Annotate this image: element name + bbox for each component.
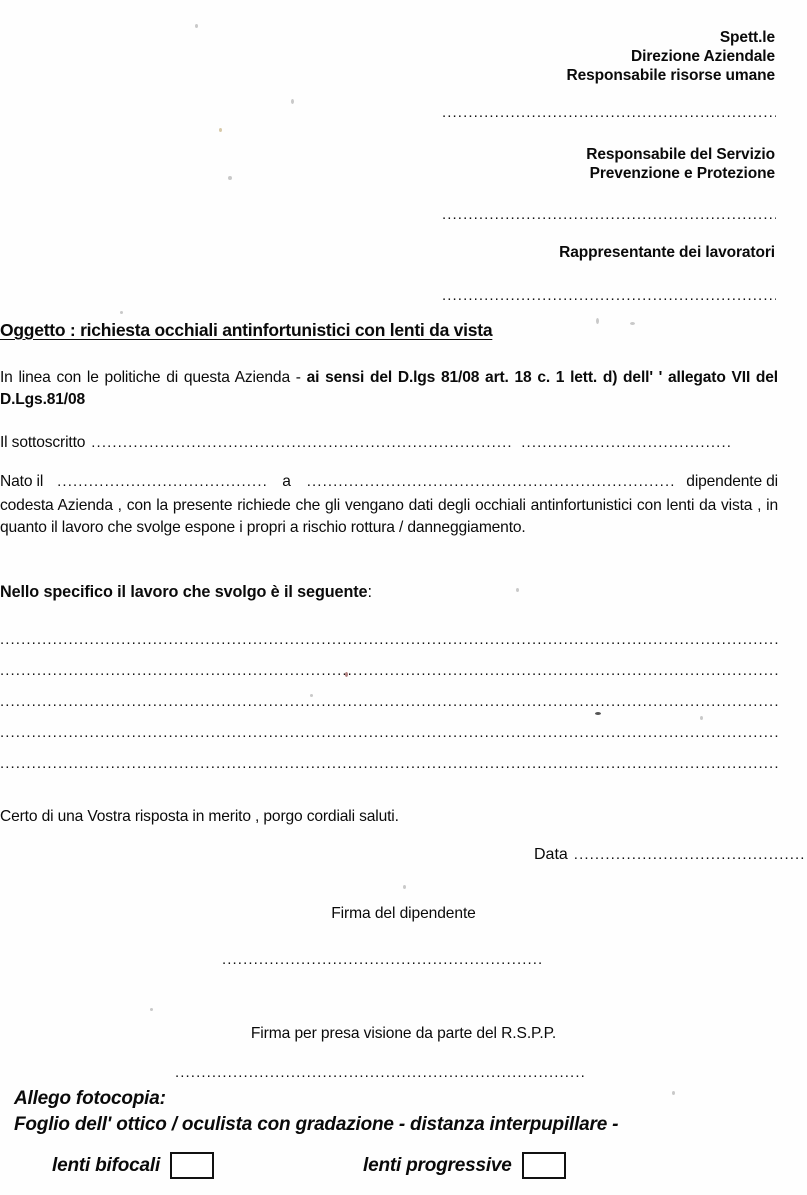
scan-speckle bbox=[150, 1008, 153, 1011]
lens-option-bifocali[interactable] bbox=[52, 1152, 214, 1179]
employee-signature-label: Firma del dipendente bbox=[331, 905, 476, 922]
job-description-line-3[interactable] bbox=[0, 694, 778, 708]
lens-option-progressive[interactable] bbox=[363, 1152, 566, 1179]
recipient-line-spettle: Spett.le bbox=[719, 29, 775, 46]
scan-speckle bbox=[700, 716, 703, 720]
scan-speckle bbox=[672, 1091, 675, 1095]
closing-paragraph: Certo di una Vostra risposta in merito , porgo cordiali saluti. bbox=[0, 808, 399, 825]
field-label-nato: Nato il bbox=[0, 473, 44, 490]
employee-signature-line[interactable] bbox=[222, 952, 544, 966]
lens-progressive-label: lenti progressive bbox=[363, 1154, 512, 1176]
scan-speckle bbox=[596, 318, 599, 324]
dotted-leader bbox=[442, 207, 776, 222]
job-description-line-5[interactable] bbox=[0, 756, 778, 770]
lens-options-row bbox=[0, 1150, 807, 1190]
job-description-line-1[interactable] bbox=[0, 632, 778, 646]
recipient-signature-line-3 bbox=[442, 288, 776, 302]
field-label-a: a bbox=[282, 473, 291, 490]
subject-heading: Oggetto : richiesta occhiali antinfortunistici con lenti da vista bbox=[0, 320, 493, 340]
scan-speckle bbox=[120, 311, 123, 314]
lens-progressive-checkbox[interactable] bbox=[522, 1152, 566, 1179]
dotted-leader bbox=[0, 632, 778, 647]
field-nato bbox=[0, 473, 778, 491]
recipient-signature-line-1 bbox=[442, 105, 776, 119]
dotted-leader bbox=[222, 952, 544, 967]
nato-date-input-line[interactable] bbox=[57, 474, 266, 489]
field-sottoscritto bbox=[0, 434, 778, 452]
date-field-row bbox=[534, 846, 806, 864]
attachment-note-line-2: Foglio dell' ottico / oculista con gradazione - distanza interpupillare - bbox=[14, 1114, 619, 1135]
intro-plain-text: In linea con le politiche di questa Azienda - bbox=[0, 369, 307, 386]
sottoscritto-input-line-2[interactable] bbox=[521, 435, 733, 450]
lens-bifocali-label: lenti bifocali bbox=[52, 1154, 161, 1176]
dotted-leader bbox=[0, 694, 778, 709]
attachment-note-line-1: Allego fotocopia: bbox=[14, 1088, 166, 1109]
recipient-line-direzione: Direzione Aziendale bbox=[631, 48, 775, 65]
dotted-leader bbox=[175, 1065, 587, 1080]
date-label: Data bbox=[534, 846, 568, 863]
recipient-block-workers-rep bbox=[559, 243, 775, 262]
nato-place-input-line[interactable] bbox=[307, 474, 677, 489]
scan-speckle bbox=[630, 322, 635, 325]
job-description-line-2[interactable] bbox=[0, 663, 778, 677]
scan-speckle bbox=[195, 24, 198, 28]
rspp-signature-line[interactable] bbox=[175, 1065, 587, 1079]
scan-speckle bbox=[219, 128, 222, 132]
scan-speckle bbox=[403, 885, 406, 889]
dotted-leader bbox=[0, 756, 778, 771]
dotted-leader bbox=[0, 663, 778, 678]
rspp-signature-label: Firma per presa visione da parte del R.S.P.P. bbox=[250, 1025, 557, 1042]
intro-paragraph bbox=[0, 367, 778, 411]
recipient-block-rspp bbox=[586, 145, 775, 183]
lens-bifocali-checkbox[interactable] bbox=[170, 1152, 214, 1179]
specifico-heading bbox=[0, 583, 372, 602]
specifico-colon: : bbox=[367, 583, 372, 601]
recipient-line-prevenzione: Prevenzione e Protezione bbox=[589, 165, 775, 182]
sottoscritto-input-line[interactable] bbox=[91, 435, 511, 450]
intro-bold-text: ai sensi del D.lgs 81/08 art. 18 c. 1 lett. d) dell' ' allegato VII del D.Lgs.81/08 bbox=[0, 369, 778, 408]
recipient-line-rappresentante: Rappresentante dei lavoratori bbox=[559, 244, 775, 261]
job-description-line-4[interactable] bbox=[0, 725, 778, 739]
dotted-leader bbox=[0, 725, 778, 740]
scan-speckle bbox=[228, 176, 232, 180]
dotted-leader bbox=[442, 105, 776, 120]
recipient-signature-line-2 bbox=[442, 207, 776, 221]
field-label-sottoscritto: Il sottoscritto bbox=[0, 434, 86, 451]
recipient-line-responsabile-risorse: Responsabile risorse umane bbox=[566, 67, 775, 84]
specifico-label: Nello specifico il lavoro che svolgo è il seguente bbox=[0, 583, 368, 601]
request-body-paragraph: codesta Azienda , con la presente richiede che gli vengano dati degli occhiali antinfortunistici con lenti da vista , in quanto il lavoro che svolge espone i propri a rischio rottura / danneggiamento. bbox=[0, 497, 778, 536]
recipient-block-company bbox=[567, 28, 775, 85]
scan-speckle bbox=[595, 712, 601, 715]
date-input-line[interactable] bbox=[574, 847, 806, 862]
field-tail-dipendente: dipendente di bbox=[686, 473, 778, 490]
scan-speckle bbox=[291, 99, 294, 104]
recipient-line-responsabile-servizio: Responsabile del Servizio bbox=[586, 146, 775, 163]
dotted-leader bbox=[442, 288, 776, 303]
scan-speckle bbox=[516, 588, 519, 592]
